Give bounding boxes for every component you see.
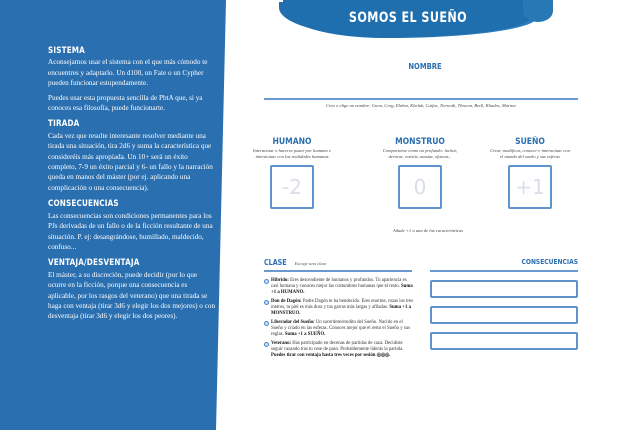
consecuencia-slot-3[interactable] <box>430 332 578 350</box>
clase-hint: Escoge una clase <box>294 261 327 266</box>
stat-description: Interactuar o hacerse pasar por humano e interactuar con las realidades humanas <box>252 148 332 159</box>
clase-bonus: Puedes tirar con ventaja hasta tres veces por sesión ◎◎◎. <box>271 353 391 358</box>
section-heading: TIRADA <box>48 119 80 130</box>
clase-name: Don de Dagón: <box>271 299 302 304</box>
divider <box>430 270 578 272</box>
clase-name: Híbrido: <box>271 278 289 283</box>
clase-text: Un sacerdote/erudito del Sueño. Nacido en el Sueño y criado en las esferas. Conoces mejor que el resto el Sueño y sus reglas. <box>271 320 410 337</box>
clase-text: Has participado en decenas de partidas de caza. Decidiste seguir cazando tras tu cese de paso. Probablemente liderás la partida. <box>271 341 404 352</box>
stats-note: Añade +1 a una de las características <box>392 228 464 233</box>
section-heading: SISTEMA <box>48 46 85 56</box>
rules-section-consecuencias <box>48 199 216 252</box>
clase-text: Padre Dagón te ha bendecido. Eres enorme, rozas los tres metros, tu piel es más dura y tus garras más largas y afiladas. <box>271 299 414 310</box>
clase-title: CLASE <box>264 258 287 267</box>
section-heading: VENTAJA/DESVENTAJA <box>48 258 140 269</box>
clase-option-hibrido[interactable] <box>264 278 414 296</box>
stat-description: Comportarse como un profundo: luchar, devorar, resistir, asustar, ofuscar... <box>382 148 458 159</box>
name-field[interactable] <box>264 98 578 100</box>
clase-bonus: Suma +1 a SUEÑO. <box>284 332 326 337</box>
sheet-title: SOMOS EL SUEÑO <box>348 10 468 26</box>
character-sheet <box>228 0 622 430</box>
consecuencia-slot-1[interactable] <box>430 280 578 298</box>
clase-text: Eres descendiente de humanos y profundos. Tu apariencia es casi humana y conoces mejor las costumbres humanas que el resto. <box>271 278 407 289</box>
stat-description: Crear, modificar, conocer e interactuar con el mundo del sueño y sus esferas <box>490 148 570 159</box>
stat-value-box[interactable]: -2 <box>270 165 314 209</box>
radio-icon[interactable] <box>264 342 269 347</box>
clase-name: Veterano: <box>271 341 292 346</box>
clase-name: Liberador del Sueño: <box>271 320 315 325</box>
stat-monstruo <box>376 137 464 209</box>
clase-option-liberador[interactable] <box>264 320 414 338</box>
rules-content <box>48 46 216 328</box>
clase-option-veterano[interactable] <box>264 341 414 359</box>
stat-humano <box>248 137 336 209</box>
clase-bonus: Suma +1 a MONSTRUO. <box>271 305 412 316</box>
section-paragraph: Las consecuencias son condiciones permanentes para los PJs derivadas de un fallo o de la ficción resultante de una situación. P. ej: desangrándose, humillado, maldecido, confuso... <box>48 211 213 251</box>
stat-sueno <box>486 137 574 209</box>
stat-value-box[interactable]: +1 <box>508 165 552 209</box>
section-heading: CONSECUENCIAS <box>48 199 119 210</box>
title-banner <box>283 0 533 38</box>
consecuencia-slot-2[interactable] <box>430 306 578 324</box>
section-paragraph: Cada vez que resulte interesante resolver mediante una tirada una situación, tira 2d6 y suma la característica que consideréis más apropiada. Un 10+ será un éxito completo, 7-9 un éxito parcial y 6- un fallo y la narración queda en manos del máster (por ej. aplicando una complicación o una consecuencia). <box>48 131 213 192</box>
clase-header <box>264 258 412 267</box>
section-paragraph: Aconsejamos usar el sistema con el que más cómodo te encuentres y adaptarlo. Un d100, un Fate o un Cypher pueden funcionar estupendamente. <box>48 58 208 88</box>
rules-section-ventaja <box>48 258 216 321</box>
radio-icon[interactable] <box>264 321 269 326</box>
stat-title: HUMANO <box>272 137 312 147</box>
clase-option-don-de-dagon[interactable] <box>264 299 414 317</box>
rules-section-sistema <box>48 46 216 113</box>
consecuencias-title: CONSECUENCIAS <box>521 258 578 266</box>
name-label: NOMBRE <box>408 62 442 71</box>
stat-title: SUEÑO <box>515 137 545 147</box>
divider <box>264 270 412 272</box>
radio-icon[interactable] <box>264 279 269 284</box>
clase-bonus: Suma +1 a HUMANO. <box>271 284 413 295</box>
clase-list <box>264 278 414 362</box>
radio-icon[interactable] <box>264 300 269 305</box>
section-paragraph: Puedes usar esta propuesta sencilla de PbtA que, si ya conoces esa filosofía, puede funcionarte. <box>48 93 203 113</box>
rules-section-tirada <box>48 119 216 193</box>
name-hint: Crea o elige un nombre: Gnon, Corg, Elahm, Khelak, Caifas, Tiernoth, Thracm, Brell, Khudra, Marnor <box>325 103 517 108</box>
section-paragraph: El máster, a su discreción, puede decidir (por lo que ocurre en la ficción, porque una consecuencia es aplicable, por los rasgos del veterano) que una tirada se haga con ventaja (tirar 3d6 y elegir los dos mejores) o con desventaja (tirar 3d6 y elegir los dos peores). <box>48 270 216 321</box>
stat-value-box[interactable]: 0 <box>398 165 442 209</box>
stat-title: MONSTRUO <box>395 137 445 147</box>
